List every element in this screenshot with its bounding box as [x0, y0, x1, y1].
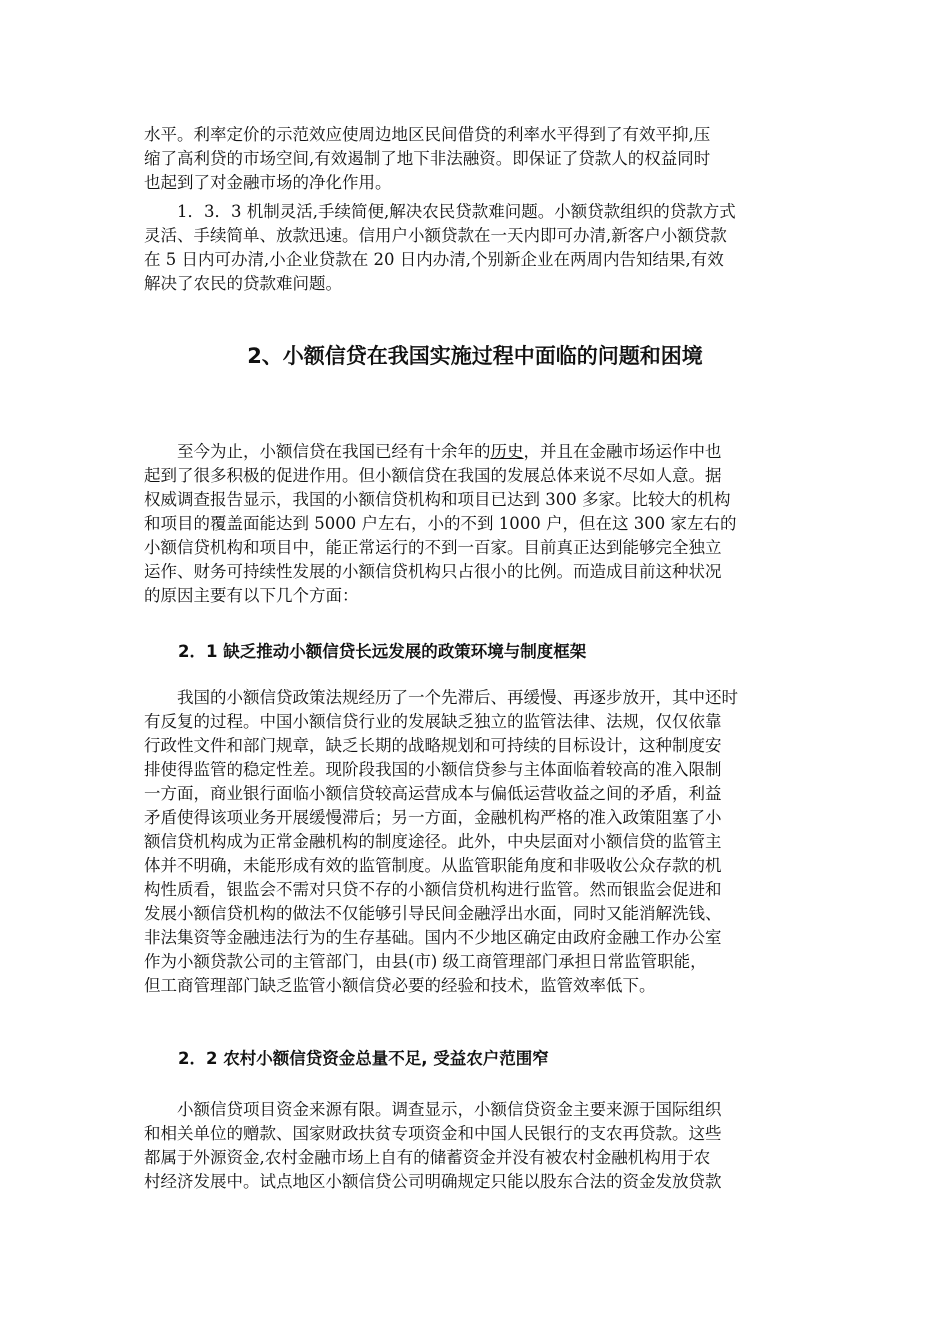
- history-link[interactable]: 历史: [490, 442, 524, 461]
- text-line: 发展小额信贷机构的做法不仅能够引导民间金融浮出水面，同时又能消解洗钱、: [144, 904, 722, 923]
- section-2-heading: 2、小额信贷在我国实施过程中面临的问题和困境: [247, 344, 703, 368]
- text-line: 小额信贷机构和项目中，能正常运行的不到一百家。目前真正达到能够完全独立: [144, 538, 722, 557]
- intro-paragraph: [144, 123, 809, 195]
- text-line: 权威调查报告显示，我国的小额信贷机构和项目已达到 300 多家。比较大的机构: [144, 490, 731, 509]
- text-line: 在 5 日内可办清,小企业贷款在 20 日内办清,个别新企业在两周内告知结果,有效: [144, 250, 724, 269]
- text-line: 村经济发展中。试点地区小额信贷公司明确规定只能以股东合法的资金发放贷款: [144, 1172, 722, 1191]
- section-1-3-3-paragraph: [144, 200, 809, 296]
- text-line: 都属于外源资金,农村金融市场上自有的储蓄资金并没有被农村金融机构用于农: [144, 1148, 711, 1167]
- text-line: 排使得监管的稳定性差。现阶段我国的小额信贷参与主体面临着较高的准入限制: [144, 760, 722, 779]
- text-line: 灵活、手续简单、放款迅速。信用户小额贷款在一天内即可办清,新客户小额贷款: [144, 226, 727, 245]
- text-segment: ，并且在金融市场运作中也: [523, 442, 722, 461]
- text-line: 体并不明确，未能形成有效的监管制度。从监管职能角度和非吸收公众存款的机: [144, 856, 722, 875]
- text-line: 作为小额贷款公司的主管部门，由县(市) 级工商管理部门承担日常监管职能，: [144, 952, 707, 971]
- text-line: 也起到了对金融市场的净化作用。: [144, 173, 392, 192]
- text-line: 缩了高利贷的市场空间,有效遏制了地下非法融资。即保证了贷款人的权益同时: [144, 149, 711, 168]
- text-line: 构性质看，银监会不需对只贷不存的小额信贷机构进行监管。然而银监会促进和: [144, 880, 722, 899]
- text-line: 但工商管理部门缺乏监管小额信贷必要的经验和技术，监管效率低下。: [144, 976, 656, 995]
- text-line: 解决了农民的贷款难问题。: [144, 274, 342, 293]
- subsection-2-1-heading: 2．1 缺乏推动小额信贷长远发展的政策环境与制度框架: [178, 642, 587, 661]
- text-line: 水平。利率定价的示范效应使周边地区民间借贷的利率水平得到了有效平抑,压: [144, 125, 711, 144]
- text-line: 行政性文件和部门规章，缺乏长期的战略规划和可持续的目标设计，这种制度安: [144, 736, 722, 755]
- subsection-2-2-heading: 2．2 农村小额信贷资金总量不足, 受益农户范围窄: [178, 1049, 549, 1068]
- text-line: 额信贷机构成为正常金融机构的制度途径。此外，中央层面对小额信贷的监管主: [144, 832, 722, 851]
- text-line: 的原因主要有以下几个方面：: [144, 586, 359, 605]
- subsection-2-1-paragraph: [144, 686, 809, 998]
- subsection-2-2-paragraph: [144, 1098, 809, 1194]
- text-line: 小额信贷项目资金来源有限。调查显示，小额信贷资金主要来源于国际组织: [177, 1100, 722, 1119]
- text-line: [144, 440, 809, 464]
- text-line: 矛盾使得该项业务开展缓慢滞后；另一方面，金融机构严格的准入政策阻塞了小: [144, 808, 722, 827]
- history-paragraph: [144, 440, 809, 608]
- text-line: 和相关单位的赠款、国家财政扶贫专项资金和中国人民银行的支农再贷款。这些: [144, 1124, 722, 1143]
- text-line: 我国的小额信贷政策法规经历了一个先滞后、再缓慢、再逐步放开，其中还时: [177, 688, 738, 707]
- text-line: 非法集资等金融违法行为的生存基础。国内不少地区确定由政府金融工作办公室: [144, 928, 722, 947]
- text-line: 1．3．3 机制灵活,手续简便,解决农民贷款难问题。小额贷款组织的贷款方式: [177, 202, 736, 221]
- text-segment: 至今为止，小额信贷在我国已经有十余年的: [177, 442, 491, 461]
- text-line: 运作、财务可持续性发展的小额信贷机构只占很小的比例。而造成目前这种状况: [144, 562, 722, 581]
- text-line: 一方面，商业银行面临小额信贷较高运营成本与偏低运营收益之间的矛盾，利益: [144, 784, 722, 803]
- text-line: 有反复的过程。中国小额信贷行业的发展缺乏独立的监管法律、法规，仅仅依靠: [144, 712, 722, 731]
- text-line: 和项目的覆盖面能达到 5000 户左右，小的不到 1000 户，但在这 300 家左右的: [144, 514, 737, 533]
- text-line: 起到了很多积极的促进作用。但小额信贷在我国的发展总体来说不尽如人意。据: [144, 466, 722, 485]
